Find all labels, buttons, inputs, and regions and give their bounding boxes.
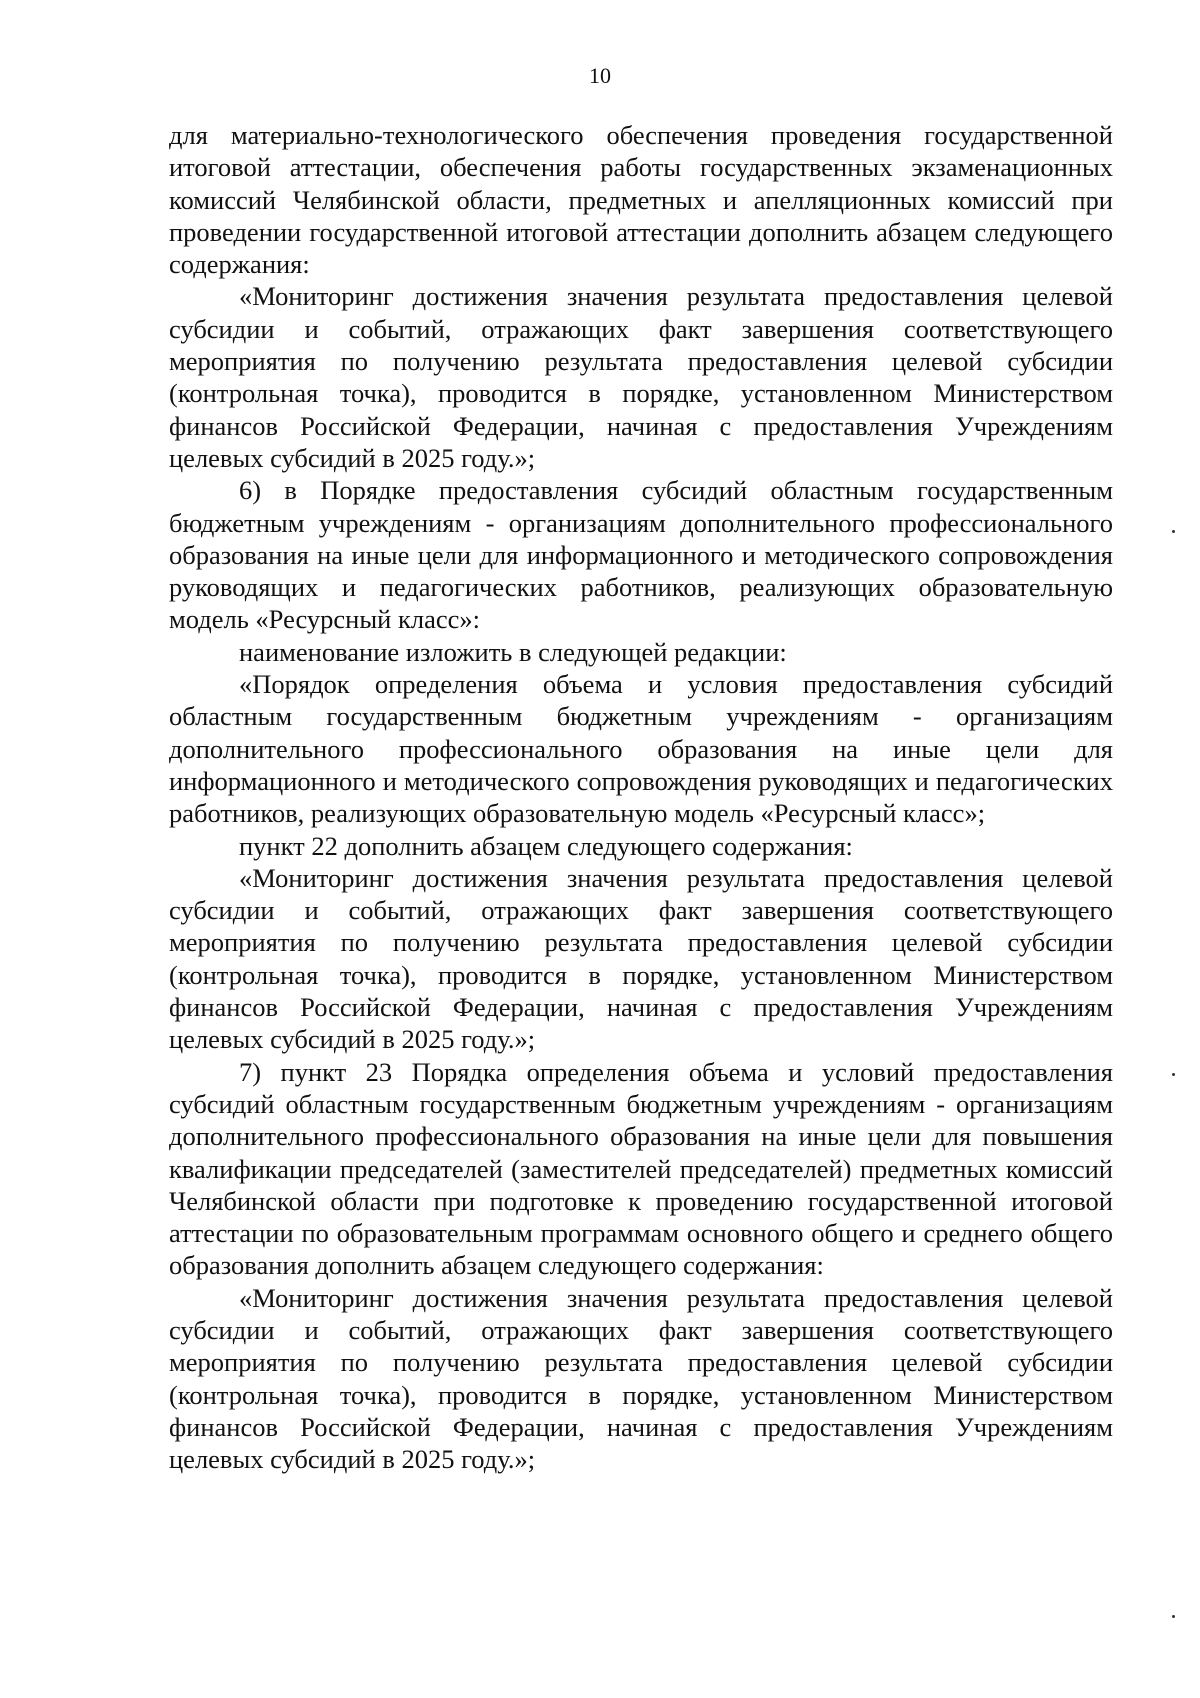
paragraph-title-instruction: наименование изложить в следующей редакции: [239,636,787,667]
paragraph-point-22: пункт 22 дополнить абзацем следующего содержания: [239,830,853,861]
scan-speck [1172,1615,1175,1618]
scan-speck [1172,1073,1175,1076]
scan-speck [1172,530,1175,533]
paragraph-item-6: 6) в Порядке предоставления субсидий областным государственным бюджетным учреждениям - организациям дополнительного профессионального образования на иные цели для информационного и методического сопровождения руководящих и педагогических работников, реализующих образовательную модель «Ресурсный класс»: [169,475,1113,635]
page-number: 10 [589,63,611,88]
paragraph-monitoring-quote-3: «Мониторинг достижения значения результата предоставления целевой субсидии и событий, отражающих факт завершения соответствующего мероприятия по получению результата предоставления целевой субсидии (контрольная точка), проводится в порядке, установленном Министерством финансов Российской Федерации, начиная с предоставления Учреждениям целевых субсидий в 2025 году.»; [169,1282,1113,1475]
paragraph-monitoring-quote-1: «Мониторинг достижения значения результата предоставления целевой субсидии и событий, отражающих факт завершения соответствующего мероприятия по получению результата предоставления целевой субсидии (контрольная точка), проводится в порядке, установленном Министерством финансов Российской Федерации, начиная с предоставления Учреждениям целевых субсидий в 2025 году.»; [169,281,1113,473]
paragraph-item-7: 7) пункт 23 Порядка определения объема и условий предоставления субсидий областным государственным бюджетным учреждениям - организациям дополнительного профессионального образования на иные цели для повышения квалификации председателей (заместителей председателей) предметных комиссий Челябинской области при подготовке к проведению государственной итоговой аттестации по образовательным программам основного общего и среднего общего образования дополнить абзацем следующего содержания: [169,1056,1113,1281]
document-body [169,119,1113,1475]
paragraph-monitoring-quote-2: «Мониторинг достижения значения результата предоставления целевой субсидии и событий, отражающих факт завершения соответствующего мероприятия по получению результата предоставления целевой субсидии (контрольная точка), проводится в порядке, установленном Министерством финансов Российской Федерации, начиная с предоставления Учреждениям целевых субсидий в 2025 году.»; [169,862,1113,1055]
paragraph-new-title-quote: «Порядок определения объема и условия предоставления субсидий областным государственным бюджетным учреждениям - организациям дополнительного профессионального образования на иные цели для информационного и методического сопровождения руководящих и педагогических работников, реализующих образовательную модель «Ресурсный класс»; [169,669,1113,829]
paragraph-intro: для материально-технологического обеспечения проведения государственной итоговой аттестации, обеспечения работы государственных экзаменационных комиссий Челябинской области, предметных и апелляционных комиссий при проведении государственной итоговой аттестации дополнить абзацем следующего содержания: [169,120,1113,280]
